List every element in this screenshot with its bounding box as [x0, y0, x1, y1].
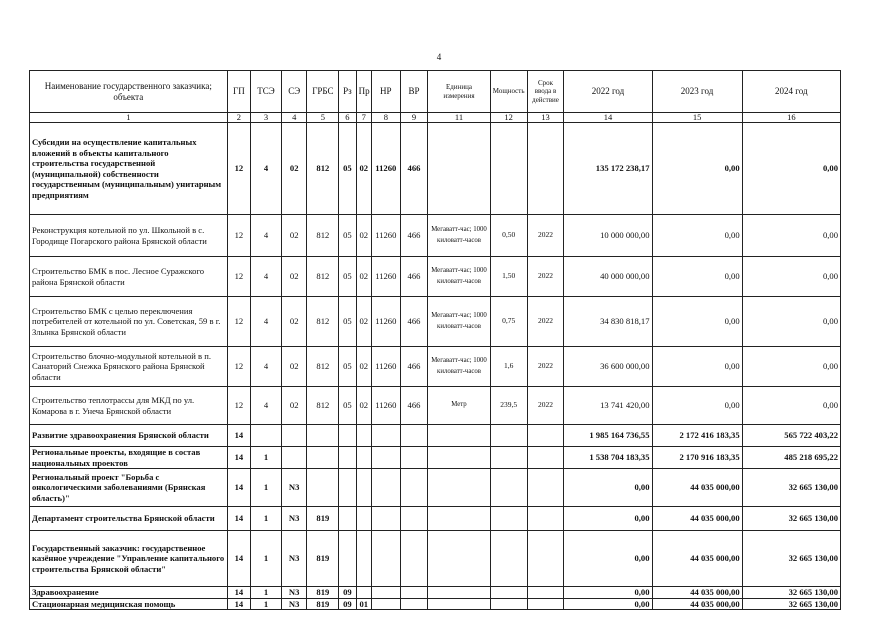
col-header-2022: 2022 год — [564, 71, 652, 113]
cell-name: Субсидии на осуществление капитальных вложений в объекты капитального строительства государственной (муниципальной) собственности государственным (муниципальным) унитарным предприятиям — [30, 123, 228, 215]
table-row — [30, 587, 841, 599]
table-row — [30, 469, 841, 507]
cell-gp: 12 — [227, 387, 251, 425]
col-num: 6 — [339, 113, 356, 123]
cell-name: Строительство теплотрассы для МКД по ул. Комарова в г. Унеча Брянской области — [30, 387, 228, 425]
col-num: 1 — [30, 113, 228, 123]
cell-np — [371, 587, 400, 599]
cell-se: N3 — [281, 507, 307, 531]
cell-name: Строительство БМК в пос. Лесное Суражского района Брянской области — [30, 257, 228, 297]
cell-cap — [490, 507, 527, 531]
col-header-vr: ВР — [400, 71, 428, 113]
cell-rz: 09 — [339, 598, 356, 610]
cell-y2024: 32 665 130,00 — [742, 507, 840, 531]
cell-y2024: 0,00 — [742, 257, 840, 297]
col-num: 16 — [742, 113, 840, 123]
table-row — [30, 215, 841, 257]
cell-gp: 14 — [227, 531, 251, 587]
cell-unit — [428, 123, 490, 215]
cell-np: 11260 — [371, 387, 400, 425]
cell-rz: 05 — [339, 123, 356, 215]
cell-gp: 14 — [227, 469, 251, 507]
cell-vr: 466 — [400, 215, 428, 257]
table-row — [30, 297, 841, 347]
cell-cap — [490, 123, 527, 215]
cell-rz — [339, 507, 356, 531]
cell-np — [371, 469, 400, 507]
cell-vr — [400, 507, 428, 531]
table-row — [30, 447, 841, 469]
cell-year: 2022 — [527, 215, 564, 257]
cell-y2022: 0,00 — [564, 507, 652, 531]
cell-name: Строительство блочно-модульной котельной в п. Санаторий Снежка Брянского района Брянской области — [30, 347, 228, 387]
col-num: 9 — [400, 113, 428, 123]
table-row — [30, 425, 841, 447]
cell-vr: 466 — [400, 297, 428, 347]
cell-tse: 4 — [251, 123, 282, 215]
table-row — [30, 387, 841, 425]
cell-y2023: 2 170 916 183,35 — [652, 447, 742, 469]
cell-tse: 1 — [251, 598, 282, 610]
cell-cap: 0,50 — [490, 215, 527, 257]
col-header-rz: Рз — [339, 71, 356, 113]
cell-rz: 05 — [339, 347, 356, 387]
cell-tse: 1 — [251, 469, 282, 507]
cell-np: 11260 — [371, 347, 400, 387]
cell-y2022: 34 830 818,17 — [564, 297, 652, 347]
cell-vr — [400, 587, 428, 599]
col-header-tse: ТСЭ — [251, 71, 282, 113]
cell-vr: 466 — [400, 347, 428, 387]
cell-y2022: 36 600 000,00 — [564, 347, 652, 387]
cell-se: 02 — [281, 347, 307, 387]
col-num: 3 — [251, 113, 282, 123]
cell-cap — [490, 598, 527, 610]
cell-grbs: 812 — [307, 257, 339, 297]
cell-y2023: 0,00 — [652, 215, 742, 257]
cell-pr: 02 — [356, 123, 371, 215]
cell-pr — [356, 469, 371, 507]
cell-pr: 01 — [356, 598, 371, 610]
cell-tse: 4 — [251, 215, 282, 257]
cell-tse: 1 — [251, 531, 282, 587]
cell-name: Развитие здравоохранения Брянской области — [30, 425, 228, 447]
cell-y2023: 44 035 000,00 — [652, 598, 742, 610]
cell-pr — [356, 447, 371, 469]
cell-cap: 0,75 — [490, 297, 527, 347]
page-number: 4 — [436, 52, 442, 62]
cell-gp: 12 — [227, 123, 251, 215]
cell-unit: Метр — [428, 387, 490, 425]
cell-name: Реконструкция котельной по ул. Школьной в с. Городище Погарского района Брянской области — [30, 215, 228, 257]
col-num: 4 — [281, 113, 307, 123]
cell-gp: 14 — [227, 598, 251, 610]
cell-tse: 4 — [251, 297, 282, 347]
cell-pr: 02 — [356, 387, 371, 425]
cell-tse: 1 — [251, 587, 282, 599]
cell-unit: Мегаватт-час; 1000 киловатт-часов — [428, 347, 490, 387]
cell-y2022: 1 538 704 183,35 — [564, 447, 652, 469]
cell-vr: 466 — [400, 257, 428, 297]
cell-unit: Мегаватт-час; 1000 киловатт-часов — [428, 297, 490, 347]
cell-grbs: 812 — [307, 297, 339, 347]
cell-gp: 14 — [227, 447, 251, 469]
col-num: 8 — [371, 113, 400, 123]
cell-se: N3 — [281, 469, 307, 507]
cell-gp: 14 — [227, 507, 251, 531]
cell-gp: 12 — [227, 215, 251, 257]
cell-y2022: 40 000 000,00 — [564, 257, 652, 297]
cell-y2022: 0,00 — [564, 531, 652, 587]
cell-name: Строительство БМК с целью переключения потребителей от котельной по ул. Советская, 59 в г. Злынка Брянской области — [30, 297, 228, 347]
cell-year: 2022 — [527, 297, 564, 347]
cell-cap: 1,6 — [490, 347, 527, 387]
cell-vr — [400, 425, 428, 447]
cell-se: 02 — [281, 215, 307, 257]
cell-y2024: 32 665 130,00 — [742, 469, 840, 507]
header-row — [30, 71, 841, 113]
cell-grbs — [307, 425, 339, 447]
cell-cap: 239,5 — [490, 387, 527, 425]
budget-table — [29, 70, 841, 610]
cell-y2024: 0,00 — [742, 297, 840, 347]
cell-y2024: 0,00 — [742, 123, 840, 215]
cell-y2024: 32 665 130,00 — [742, 531, 840, 587]
cell-cap — [490, 469, 527, 507]
cell-grbs: 819 — [307, 598, 339, 610]
cell-grbs: 819 — [307, 587, 339, 599]
col-num: 15 — [652, 113, 742, 123]
cell-np: 11260 — [371, 297, 400, 347]
cell-np: 11260 — [371, 123, 400, 215]
cell-rz — [339, 425, 356, 447]
cell-year — [527, 123, 564, 215]
cell-cap — [490, 531, 527, 587]
col-header-se: СЭ — [281, 71, 307, 113]
cell-y2023: 0,00 — [652, 387, 742, 425]
cell-year — [527, 587, 564, 599]
cell-rz — [339, 469, 356, 507]
cell-year — [527, 598, 564, 610]
cell-pr — [356, 507, 371, 531]
cell-vr — [400, 447, 428, 469]
cell-se — [281, 425, 307, 447]
cell-rz: 05 — [339, 297, 356, 347]
cell-rz — [339, 447, 356, 469]
cell-se: N3 — [281, 587, 307, 599]
cell-cap — [490, 425, 527, 447]
cell-np — [371, 531, 400, 587]
cell-y2023: 2 172 416 183,35 — [652, 425, 742, 447]
cell-unit — [428, 587, 490, 599]
cell-grbs: 819 — [307, 531, 339, 587]
col-num: 12 — [490, 113, 527, 123]
col-num: 7 — [356, 113, 371, 123]
cell-cap: 1,50 — [490, 257, 527, 297]
cell-grbs: 812 — [307, 215, 339, 257]
cell-rz: 05 — [339, 387, 356, 425]
col-header-grbs: ГРБС — [307, 71, 339, 113]
cell-year — [527, 425, 564, 447]
col-header-unit: Единица измерения — [428, 71, 490, 113]
cell-pr: 02 — [356, 215, 371, 257]
cell-pr — [356, 587, 371, 599]
cell-tse: 4 — [251, 387, 282, 425]
cell-pr: 02 — [356, 347, 371, 387]
cell-grbs: 819 — [307, 507, 339, 531]
cell-tse: 1 — [251, 507, 282, 531]
cell-unit — [428, 447, 490, 469]
cell-se: N3 — [281, 531, 307, 587]
cell-se: 02 — [281, 387, 307, 425]
cell-y2023: 0,00 — [652, 257, 742, 297]
cell-year — [527, 469, 564, 507]
col-header-gp: ГП — [227, 71, 251, 113]
cell-unit: Мегаватт-час; 1000 киловатт-часов — [428, 257, 490, 297]
cell-vr: 466 — [400, 387, 428, 425]
table-row — [30, 507, 841, 531]
cell-unit — [428, 469, 490, 507]
column-number-row — [30, 113, 841, 123]
cell-y2024: 565 722 403,22 — [742, 425, 840, 447]
cell-rz — [339, 531, 356, 587]
cell-grbs — [307, 447, 339, 469]
cell-y2022: 0,00 — [564, 598, 652, 610]
cell-pr: 02 — [356, 257, 371, 297]
cell-grbs: 812 — [307, 347, 339, 387]
cell-year — [527, 447, 564, 469]
cell-y2023: 44 035 000,00 — [652, 507, 742, 531]
cell-y2024: 32 665 130,00 — [742, 598, 840, 610]
cell-year: 2022 — [527, 257, 564, 297]
table-row — [30, 598, 841, 610]
cell-gp: 14 — [227, 587, 251, 599]
col-num: 11 — [428, 113, 490, 123]
cell-vr — [400, 531, 428, 587]
table-row — [30, 257, 841, 297]
cell-y2024: 32 665 130,00 — [742, 587, 840, 599]
cell-unit — [428, 598, 490, 610]
cell-y2023: 44 035 000,00 — [652, 531, 742, 587]
cell-y2023: 44 035 000,00 — [652, 587, 742, 599]
cell-name: Региональный проект "Борьба с онкологическими заболеваниями (Брянская область)" — [30, 469, 228, 507]
col-header-capacity: Мощность — [490, 71, 527, 113]
cell-name: Здравоохранение — [30, 587, 228, 599]
cell-vr — [400, 598, 428, 610]
cell-y2024: 0,00 — [742, 215, 840, 257]
col-header-pr: Пр — [356, 71, 371, 113]
cell-vr — [400, 469, 428, 507]
cell-gp: 12 — [227, 257, 251, 297]
cell-pr — [356, 425, 371, 447]
col-num: 14 — [564, 113, 652, 123]
cell-y2024: 485 218 695,22 — [742, 447, 840, 469]
col-header-name: Наименование государственного заказчика; объекта — [30, 71, 228, 113]
cell-se: 02 — [281, 257, 307, 297]
cell-rz: 09 — [339, 587, 356, 599]
cell-gp: 12 — [227, 347, 251, 387]
cell-np — [371, 598, 400, 610]
cell-year — [527, 507, 564, 531]
cell-gp: 12 — [227, 297, 251, 347]
cell-np: 11260 — [371, 215, 400, 257]
cell-tse: 1 — [251, 447, 282, 469]
cell-pr: 02 — [356, 297, 371, 347]
table-row — [30, 347, 841, 387]
cell-se: 02 — [281, 297, 307, 347]
cell-se: 02 — [281, 123, 307, 215]
cell-grbs — [307, 469, 339, 507]
cell-cap — [490, 447, 527, 469]
cell-gp: 14 — [227, 425, 251, 447]
cell-rz: 05 — [339, 215, 356, 257]
cell-name: Стационарная медицинская помощь — [30, 598, 228, 610]
table-row — [30, 123, 841, 215]
cell-se — [281, 447, 307, 469]
cell-y2022: 135 172 238,17 — [564, 123, 652, 215]
cell-y2023: 0,00 — [652, 347, 742, 387]
cell-cap — [490, 587, 527, 599]
col-num: 5 — [307, 113, 339, 123]
col-header-2024: 2024 год — [742, 71, 840, 113]
cell-y2022: 13 741 420,00 — [564, 387, 652, 425]
cell-year: 2022 — [527, 347, 564, 387]
cell-np: 11260 — [371, 257, 400, 297]
cell-tse: 4 — [251, 347, 282, 387]
cell-pr — [356, 531, 371, 587]
cell-grbs: 812 — [307, 123, 339, 215]
cell-name: Департамент строительства Брянской области — [30, 507, 228, 531]
col-num: 13 — [527, 113, 564, 123]
cell-unit — [428, 531, 490, 587]
cell-unit: Мегаватт-час; 1000 киловатт-часов — [428, 215, 490, 257]
cell-y2023: 0,00 — [652, 297, 742, 347]
cell-year: 2022 — [527, 387, 564, 425]
cell-np — [371, 507, 400, 531]
table-row — [30, 531, 841, 587]
cell-unit — [428, 425, 490, 447]
cell-vr: 466 — [400, 123, 428, 215]
cell-rz: 05 — [339, 257, 356, 297]
cell-np — [371, 447, 400, 469]
cell-unit — [428, 507, 490, 531]
col-header-2023: 2023 год — [652, 71, 742, 113]
cell-y2022: 10 000 000,00 — [564, 215, 652, 257]
cell-name: Государственный заказчик: государственное казённое учреждение "Управление капитального строительства Брянской области" — [30, 531, 228, 587]
cell-y2024: 0,00 — [742, 387, 840, 425]
cell-se: N3 — [281, 598, 307, 610]
cell-y2023: 44 035 000,00 — [652, 469, 742, 507]
cell-y2022: 0,00 — [564, 469, 652, 507]
cell-np — [371, 425, 400, 447]
cell-tse — [251, 425, 282, 447]
cell-tse: 4 — [251, 257, 282, 297]
col-header-term: Срок ввода в действие — [527, 71, 564, 113]
cell-name: Региональные проекты, входящие в состав национальных проектов — [30, 447, 228, 469]
cell-grbs: 812 — [307, 387, 339, 425]
cell-y2024: 0,00 — [742, 347, 840, 387]
cell-y2022: 1 985 164 736,55 — [564, 425, 652, 447]
col-header-np: НР — [371, 71, 400, 113]
cell-y2022: 0,00 — [564, 587, 652, 599]
col-num: 2 — [227, 113, 251, 123]
cell-year — [527, 531, 564, 587]
cell-y2023: 0,00 — [652, 123, 742, 215]
